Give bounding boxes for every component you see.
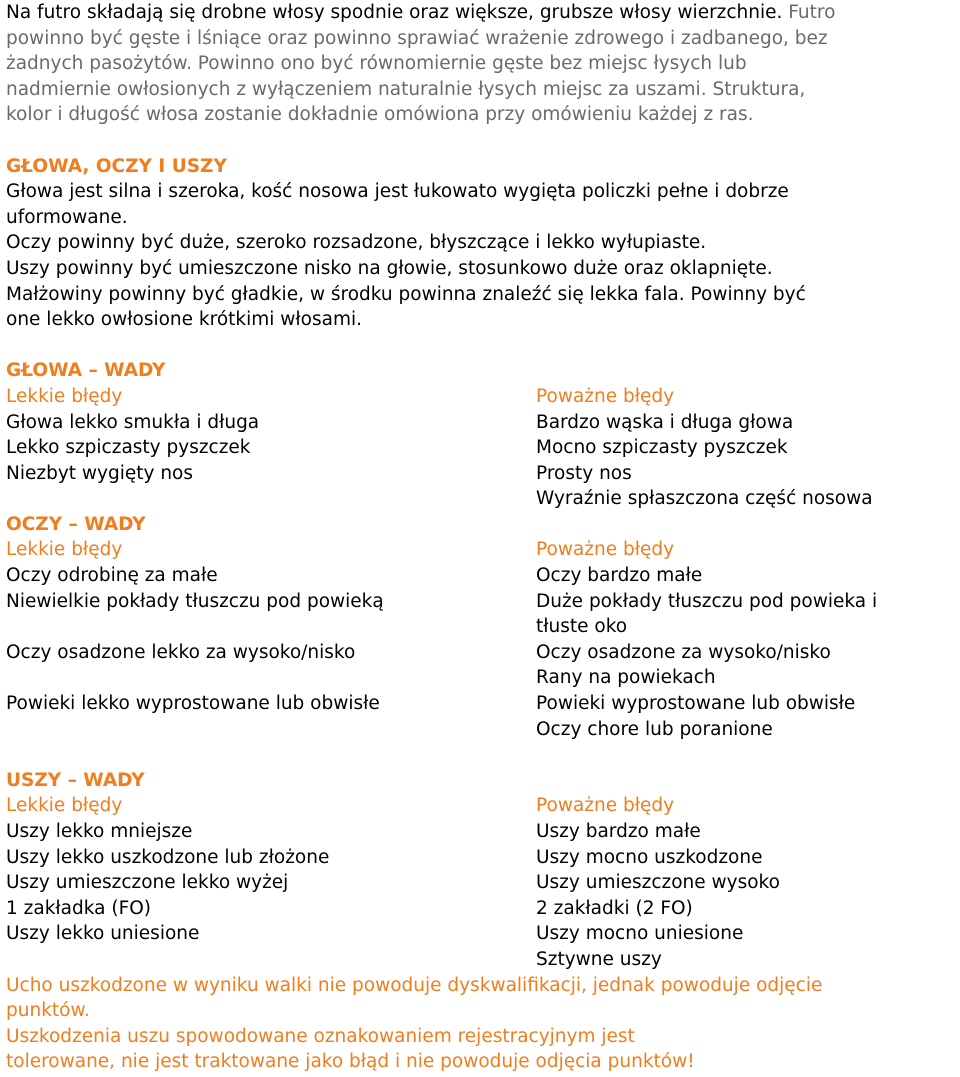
- fault-item: Lekko szpiczasty pyszczek: [6, 437, 251, 459]
- document-page: [6, 0, 956, 1075]
- major-faults-column: [536, 537, 956, 742]
- faults-table-head: [6, 384, 956, 512]
- minor-faults-label: Lekkie błędy: [6, 539, 123, 561]
- fault-item: Oczy odrobinę za małe: [6, 565, 218, 587]
- major-faults-label: Poważne błędy: [536, 795, 675, 817]
- fault-item: 2 zakładki (2 FO): [536, 897, 693, 919]
- minor-faults-column: [6, 537, 536, 742]
- fault-item: Oczy bardzo małe: [536, 565, 703, 587]
- fault-item: tłuste oko: [536, 616, 628, 638]
- section-text: Uszy powinny być umieszczone nisko na głowie, stosunkowo duże oraz oklapnięte.: [6, 257, 773, 279]
- fault-item: Rany na powiekach: [536, 667, 716, 689]
- major-faults-column: [536, 793, 956, 972]
- fault-item: Uszy lekko uszkodzone lub złożone: [6, 846, 330, 868]
- intro-line: Na futro składają się drobne włosy spodnie oraz większe, grubsze włosy wierzchnie. Futro: [6, 2, 836, 23]
- section-title-ears-faults: USZY – WADY: [6, 769, 145, 791]
- minor-faults-column: [6, 384, 536, 512]
- fault-item: Duże pokłady tłuszczu pod powieka i: [536, 590, 878, 612]
- fault-item: Głowa lekko smukła i długa: [6, 411, 260, 433]
- minor-faults-label: Lekkie błędy: [6, 795, 123, 817]
- fault-item: Oczy osadzone za wysoko/nisko: [536, 641, 831, 663]
- fault-item: Uszy lekko mniejsze: [6, 821, 193, 842]
- intro-line: żadnych pasożytów. Powinno ono być równomiernie gęste bez miejsc łysych lub: [6, 53, 747, 75]
- minor-faults-label: Lekkie błędy: [6, 385, 123, 407]
- major-faults-label: Poważne błędy: [536, 385, 675, 407]
- note-line: Uszkodzenia uszu spowodowane oznakowaniem rejestracyjnym jest: [6, 1025, 635, 1047]
- fault-item: Uszy umieszczone lekko wyżej: [6, 872, 289, 894]
- minor-faults-column: [6, 793, 536, 972]
- faults-table-eyes: [6, 537, 956, 742]
- section-text: Małżowiny powinny być gładkie, w środku powinna znaleźć się lekka fala. Powinny być: [6, 283, 806, 305]
- note-line: Ucho uszkodzone w wyniku walki nie powoduje dyskwalifikacji, jednak powoduje odjęcie: [6, 974, 823, 996]
- fault-item: Niezbyt wygięty nos: [6, 462, 194, 484]
- section-text: uformowane.: [6, 206, 128, 228]
- fault-item: Uszy umieszczone wysoko: [536, 872, 780, 894]
- fault-item: Powieki wyprostowane lub obwisłe: [536, 693, 856, 715]
- fault-item: Oczy chore lub poranione: [536, 718, 773, 740]
- major-faults-label: Poważne błędy: [536, 539, 675, 561]
- fault-item: Powieki lekko wyprostowane lub obwisłe: [6, 693, 380, 715]
- fault-item: Oczy osadzone lekko za wysoko/nisko: [6, 641, 356, 663]
- intro-line: kolor i długość włosa zostanie dokładnie omówiona przy omówieniu każdej z ras.: [6, 104, 754, 126]
- fault-item: Mocno szpiczasty pyszczek: [536, 437, 788, 459]
- section-title-eyes-faults: OCZY – WADY: [6, 513, 146, 535]
- section-text: Oczy powinny być duże, szeroko rozsadzone, błyszczące i lekko wyłupiaste.: [6, 232, 707, 254]
- fault-item: Bardzo wąska i długa głowa: [536, 411, 794, 433]
- fault-item: Uszy lekko uniesione: [6, 923, 200, 945]
- intro-line: nadmiernie owłosionych z wyłączeniem naturalnie łysych miejsc za uszami. Struktura,: [6, 78, 806, 100]
- fault-item: Wyraźnie spłaszczona część nosowa: [536, 488, 873, 510]
- fault-item: Niewielkie pokłady tłuszczu pod powieką: [6, 590, 384, 612]
- fault-item: Uszy mocno uszkodzone: [536, 846, 763, 868]
- fault-item: 1 zakładka (FO): [6, 897, 151, 919]
- section-title-head-eyes-ears: GŁOWA, OCZY I USZY: [6, 155, 227, 177]
- section-title-head-faults: GŁOWA – WADY: [6, 360, 166, 382]
- fault-item: Sztywne uszy: [536, 948, 662, 970]
- intro-line: powinno być gęste i lśniące oraz powinno sprawiać wrażenie zdrowego i zadbanego, bez: [6, 27, 828, 49]
- note-line: tolerowane, nie jest traktowane jako błąd i nie powoduje odjęcia punktów!: [6, 1051, 695, 1073]
- note-line: punktów.: [6, 1000, 90, 1022]
- section-text: Głowa jest silna i szeroka, kość nosowa jest łukowato wygięta policzki pełne i dobrze: [6, 181, 789, 203]
- fault-item: Prosty nos: [536, 462, 632, 484]
- faults-table-ears: [6, 793, 956, 972]
- fault-item: Uszy mocno uniesione: [536, 923, 744, 945]
- fault-item: Uszy bardzo małe: [536, 821, 701, 842]
- section-text: one lekko owłosione krótkimi włosami.: [6, 309, 363, 331]
- major-faults-column: [536, 384, 956, 512]
